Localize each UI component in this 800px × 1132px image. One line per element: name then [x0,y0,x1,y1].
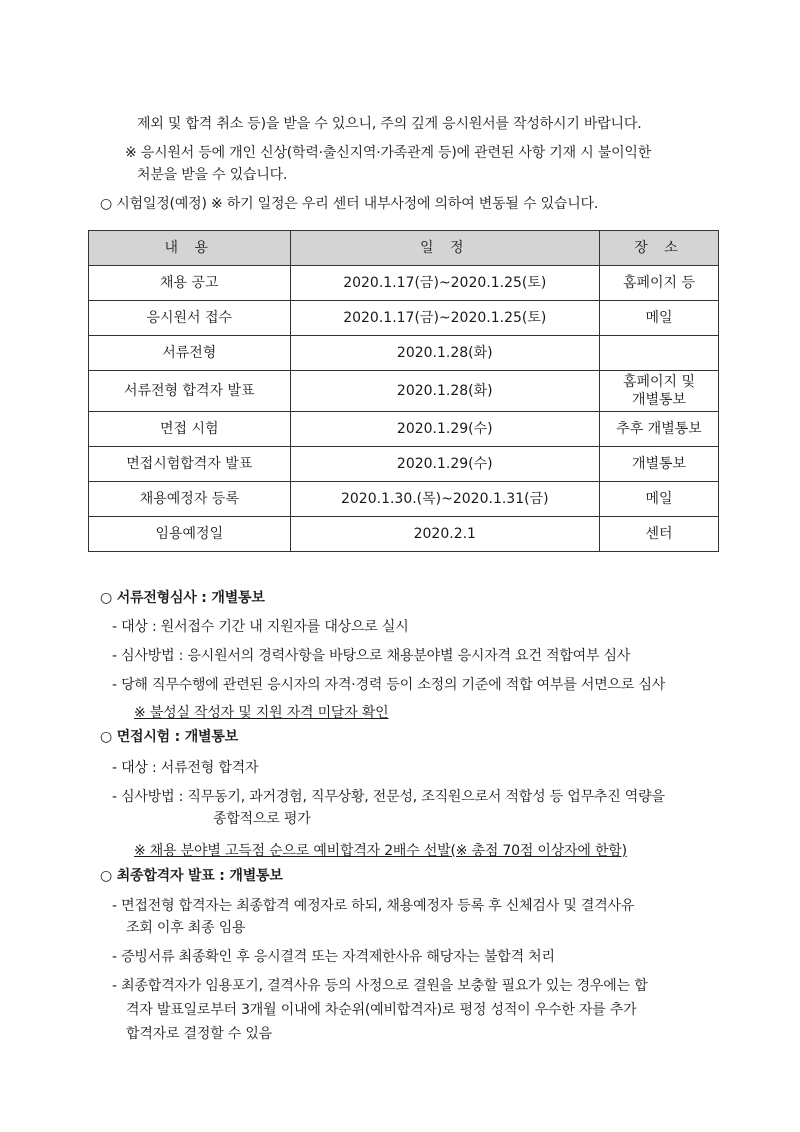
interview-item-cont: 종합적으로 평가 [213,811,311,827]
cell-place: 메일 [600,482,719,517]
cell-place-line: 홈페이지 및 [622,374,696,390]
cell-date: 2020.1.30.(목)~2020.1.31(금) [290,482,599,517]
table-row [89,412,719,447]
schedule-heading: ○ 시험일정(예정) ※ 하기 일정은 우리 센터 내부사정에 의하여 변동될 수 있습니다. [100,196,599,212]
cell-content: 응시원서 접수 [89,301,291,336]
header-date: 일 정 [290,231,599,266]
table-row [89,301,719,336]
cell-content: 면접시험합격자 발표 [89,447,291,482]
cell-date: 2020.1.29(수) [290,447,599,482]
intro-note-line: 처분을 받을 수 있습니다. [137,167,288,183]
cell-date: 2020.1.28(화) [290,336,599,371]
schedule-table [88,230,719,552]
table-row [89,371,719,412]
cell-place: 센터 [600,517,719,552]
intro-line: 제외 및 합격 취소 등)을 받을 수 있으니, 주의 깊게 응시원서를 작성하시기 바랍니다. [137,116,642,132]
cell-date: 2020.1.28(화) [290,371,599,412]
interview-heading: ○ 면접시험 : 개별통보 [100,729,239,745]
table-row [89,266,719,301]
table-row [89,447,719,482]
final-item: - 면접전형 합격자는 최종합격 예정자로 하되, 채용예정자 등록 후 신체검사 및 결격사유 [112,898,635,914]
cell-place: 개별통보 [600,447,719,482]
cell-place [600,336,719,371]
final-item: - 최종합격자가 임용포기, 결격사유 등의 사정으로 결원을 보충할 필요가 있는 경우에는 합 [112,978,648,994]
doc-review-heading: ○ 서류전형심사 : 개별통보 [100,590,265,606]
cell-place: 추후 개별통보 [600,412,719,447]
interview-note: ※ 채용 분야별 고득점 순으로 예비합격자 2배수 선발(※ 총점 70점 이상자에 한함) [134,843,627,859]
final-item-cont: 조회 이후 최종 임용 [126,920,246,936]
cell-content: 서류전형 [89,336,291,371]
cell-date: 2020.2.1 [290,517,599,552]
table-row [89,336,719,371]
table-header-row [89,231,719,266]
cell-content: 임용예정일 [89,517,291,552]
cell-place-line: 개별통보 [631,392,687,408]
cell-place: 메일 [600,301,719,336]
cell-date: 2020.1.29(수) [290,412,599,447]
doc-review-item: - 당해 직무수행에 관련된 응시자의 자격·경력 등이 소정의 기준에 적합 여부를 서면으로 심사 [112,677,666,693]
final-item: - 증빙서류 최종확인 후 응시결격 또는 자격제한사유 해당자는 불합격 처리 [112,949,555,965]
cell-place [600,371,719,412]
final-heading: ○ 최종합격자 발표 : 개별통보 [100,868,283,884]
final-item-cont: 합격자로 결정할 수 있음 [126,1026,272,1042]
cell-content: 채용예정자 등록 [89,482,291,517]
header-content: 내 용 [89,231,291,266]
cell-content: 서류전형 합격자 발표 [89,371,291,412]
interview-item: - 대상 : 서류전형 합격자 [112,760,259,776]
header-place: 장 소 [600,231,719,266]
table-row [89,482,719,517]
doc-review-note: ※ 불성실 작성자 및 지원 자격 미달자 확인 [134,705,389,721]
cell-content: 채용 공고 [89,266,291,301]
cell-date: 2020.1.17(금)~2020.1.25(토) [290,301,599,336]
interview-item: - 심사방법 : 직무동기, 과거경험, 직무상황, 전문성, 조직원으로서 적합성 등 업무추진 역량을 [112,789,665,805]
cell-date: 2020.1.17(금)~2020.1.25(토) [290,266,599,301]
final-item-cont: 격자 발표일로부터 3개월 이내에 차순위(예비합격자)로 평정 성적이 우수한 자를 추가 [126,1002,637,1018]
cell-place: 홈페이지 등 [600,266,719,301]
doc-review-item: - 대상 : 원서접수 기간 내 지원자를 대상으로 실시 [112,619,409,635]
cell-content: 면접 시험 [89,412,291,447]
intro-note-line: ※ 응시원서 등에 개인 신상(학력·출신지역·가족관계 등)에 관련된 사항 기재 시 불이익한 [125,145,652,161]
table-row [89,517,719,552]
doc-review-item: - 심사방법 : 응시원서의 경력사항을 바탕으로 채용분야별 응시자격 요건 적합여부 심사 [112,648,631,664]
